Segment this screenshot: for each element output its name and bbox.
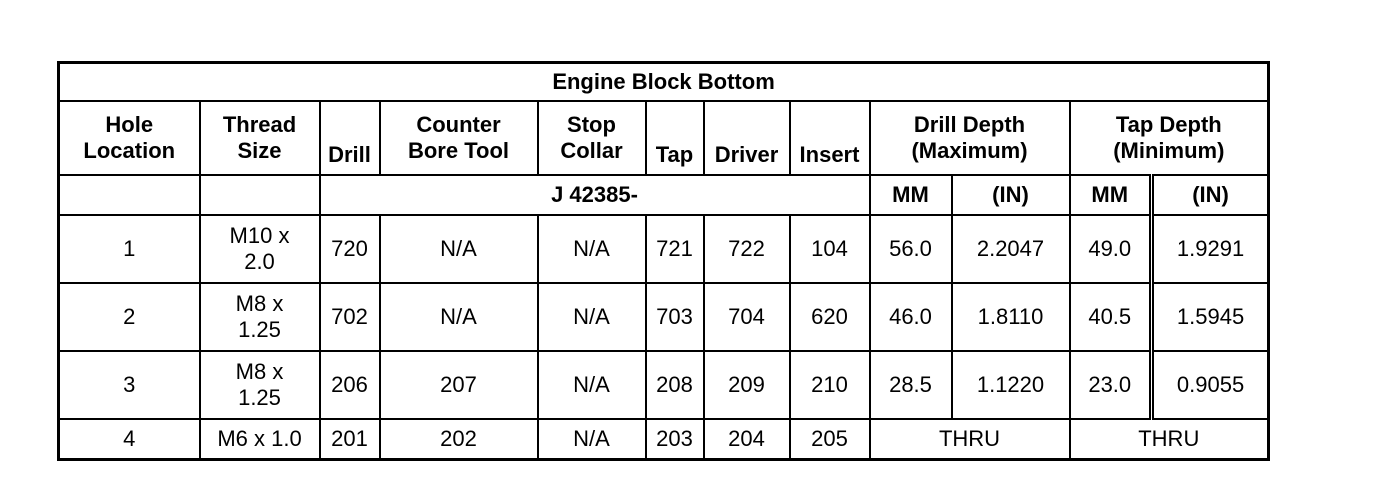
cell-stop-collar: N/A xyxy=(538,215,646,283)
header-tap-depth xyxy=(1070,101,1269,175)
subheader-drill-mm: MM xyxy=(870,175,952,215)
subheader-drill-in: (IN) xyxy=(952,175,1070,215)
header-counter-bore-line1: Counter xyxy=(416,112,501,137)
cell-stop-collar: N/A xyxy=(538,419,646,460)
table-row xyxy=(59,419,1269,460)
cell-counter-bore: 207 xyxy=(380,351,538,419)
cell-stop-collar: N/A xyxy=(538,283,646,351)
cell-drill: 201 xyxy=(320,419,380,460)
header-drill xyxy=(320,101,380,175)
table-row xyxy=(59,351,1269,419)
header-thread-size-line2: Size xyxy=(237,138,282,163)
header-thread-size-line1: Thread xyxy=(222,112,297,137)
subheader-tool-prefix: J 42385- xyxy=(320,175,870,215)
cell-drill-mm: 56.0 xyxy=(870,215,952,283)
cell-counter-bore: 202 xyxy=(380,419,538,460)
cell-thread-line2: 1.25 xyxy=(238,385,281,410)
cell-thread-line1: M8 x xyxy=(235,359,284,384)
header-thread-size xyxy=(200,101,320,175)
cell-tap: 703 xyxy=(646,283,704,351)
cell-counter-bore: N/A xyxy=(380,283,538,351)
header-hole-location-line1: Hole xyxy=(105,112,154,137)
cell-thread xyxy=(200,283,320,351)
title-row xyxy=(59,63,1269,102)
table-row xyxy=(59,215,1269,283)
header-driver xyxy=(704,101,790,175)
cell-driver: 204 xyxy=(704,419,790,460)
subheader-row xyxy=(59,175,1269,215)
cell-stop-collar: N/A xyxy=(538,351,646,419)
cell-tap: 721 xyxy=(646,215,704,283)
cell-counter-bore: N/A xyxy=(380,215,538,283)
cell-drill-in: 1.8110 xyxy=(952,283,1070,351)
header-stop-collar-line1: Stop xyxy=(567,112,616,137)
cell-driver: 722 xyxy=(704,215,790,283)
header-drill-depth-line1: Drill Depth xyxy=(913,112,1026,137)
header-tap xyxy=(646,101,704,175)
header-counter-bore-line2: Bore Tool xyxy=(407,138,510,163)
cell-hole: 1 xyxy=(59,215,200,283)
subheader-empty-thread xyxy=(200,175,320,215)
cell-tap-in: 1.9291 xyxy=(1152,215,1269,283)
subheader-empty-hole xyxy=(59,175,200,215)
table-title: Engine Block Bottom xyxy=(59,63,1269,102)
subheader-tap-mm: MM xyxy=(1070,175,1152,215)
header-stop-collar-line2: Collar xyxy=(560,138,623,163)
header-insert-label: Insert xyxy=(799,142,860,167)
cell-drill-in: 1.1220 xyxy=(952,351,1070,419)
table-row xyxy=(59,283,1269,351)
header-tap-label: Tap xyxy=(655,142,694,167)
cell-insert: 205 xyxy=(790,419,870,460)
cell-tap-mm: 40.5 xyxy=(1070,283,1152,351)
header-tap-depth-line1: Tap Depth xyxy=(1115,112,1222,137)
cell-driver: 704 xyxy=(704,283,790,351)
header-stop-collar xyxy=(538,101,646,175)
cell-insert: 210 xyxy=(790,351,870,419)
cell-insert: 104 xyxy=(790,215,870,283)
cell-insert: 620 xyxy=(790,283,870,351)
header-drill-depth-line2: (Maximum) xyxy=(911,138,1028,163)
cell-thread-line2: 2.0 xyxy=(244,249,275,274)
cell-tap: 203 xyxy=(646,419,704,460)
header-drill-depth xyxy=(870,101,1070,175)
cell-tap-in: 0.9055 xyxy=(1152,351,1269,419)
cell-thread: M6 x 1.0 xyxy=(200,419,320,460)
cell-thread xyxy=(200,351,320,419)
cell-hole: 2 xyxy=(59,283,200,351)
cell-drill: 702 xyxy=(320,283,380,351)
cell-tap-mm: 49.0 xyxy=(1070,215,1152,283)
cell-hole: 4 xyxy=(59,419,200,460)
cell-drill-mm: 46.0 xyxy=(870,283,952,351)
header-drill-label: Drill xyxy=(328,142,371,167)
cell-drill-in: 2.2047 xyxy=(952,215,1070,283)
cell-thread xyxy=(200,215,320,283)
cell-tap-depth: THRU xyxy=(1070,419,1269,460)
header-row xyxy=(59,101,1269,175)
cell-thread-line2: 1.25 xyxy=(238,317,281,342)
header-driver-label: Driver xyxy=(714,142,779,167)
cell-drill: 206 xyxy=(320,351,380,419)
subheader-tap-in: (IN) xyxy=(1152,175,1269,215)
cell-thread-line1: M10 x xyxy=(229,223,290,248)
cell-driver: 209 xyxy=(704,351,790,419)
cell-tap-mm: 23.0 xyxy=(1070,351,1152,419)
header-counter-bore-tool xyxy=(380,101,538,175)
engine-block-bottom-table xyxy=(57,61,1270,461)
cell-thread-line1: M8 x xyxy=(235,291,284,316)
cell-drill-depth: THRU xyxy=(870,419,1070,460)
header-insert xyxy=(790,101,870,175)
cell-hole: 3 xyxy=(59,351,200,419)
cell-drill-mm: 28.5 xyxy=(870,351,952,419)
cell-drill: 720 xyxy=(320,215,380,283)
cell-tap-in: 1.5945 xyxy=(1152,283,1269,351)
header-hole-location xyxy=(59,101,200,175)
header-tap-depth-line2: (Minimum) xyxy=(1113,138,1225,163)
header-hole-location-line2: Location xyxy=(83,138,176,163)
cell-tap: 208 xyxy=(646,351,704,419)
